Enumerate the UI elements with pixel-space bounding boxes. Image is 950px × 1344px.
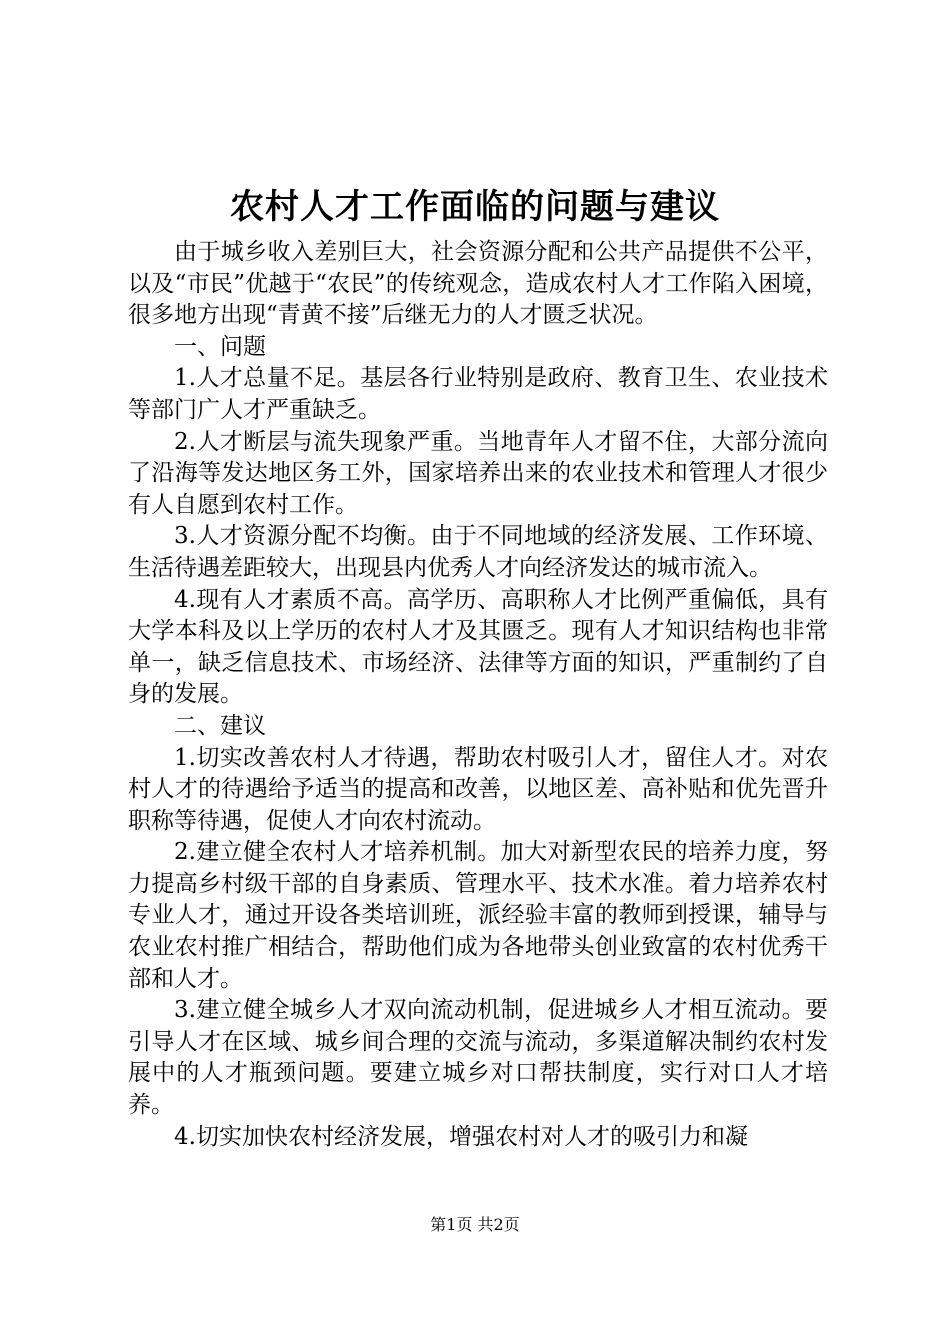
page-number: 第1页 共2页 bbox=[430, 1215, 520, 1234]
paragraph-suggestion-2: 2.建立健全农村人才培养机制。加大对新型农民的培养力度，努力提高乡村级干部的自身素质、管理水平、技术水准。着力培养农村专业人才，通过开设各类培训班，派经验丰富的教师到授课，辅导与农业农村推广相结合，帮助他们成为各地带头创业致富的农村优秀干部和人才。 bbox=[128, 839, 828, 992]
section-heading-suggestions: 二、建议 bbox=[174, 712, 266, 739]
document-body bbox=[128, 237, 828, 1153]
paragraph-suggestion-3: 3.建立健全城乡人才双向流动机制，促进城乡人才相互流动。要引导人才在区域、城乡间合理的交流与流动，多渠道解决制约农村发展中的人才瓶颈问题。要建立城乡对口帮扶制度，实行对口人才培养。 bbox=[128, 997, 828, 1119]
section-heading-problems: 一、问题 bbox=[174, 333, 266, 360]
paragraph-intro: 由于城乡收入差别巨大，社会资源分配和公共产品提供不公平，以及“市民”优越于“农民”的传统观念，造成农村人才工作陷入困境，很多地方出现“青黄不接”后继无力的人才匮乏状况。 bbox=[128, 239, 828, 329]
paragraph-problem-2: 2.人才断层与流失现象严重。当地青年人才留不住，大部分流向了沿海等发达地区务工外，国家培养出来的农业技术和管理人才很少有人自愿到农村工作。 bbox=[128, 428, 828, 518]
paragraph-problem-4: 4.现有人才素质不高。高学历、高职称人才比例严重偏低，具有大学本科及以上学历的农村人才及其匮乏。现有人才知识结构也非常单一，缺乏信息技术、市场经济、法律等方面的知识，严重制约了自身的发展。 bbox=[128, 586, 828, 708]
paragraph-problem-3: 3.人才资源分配不均衡。由于不同地域的经济发展、工作环境、生活待遇差距较大，出现县内优秀人才向经济发达的城市流入。 bbox=[128, 523, 828, 581]
paragraph-problem-1: 1.人才总量不足。基层各行业特别是政府、教育卫生、农业技术等部门广人才严重缺乏。 bbox=[128, 365, 828, 423]
paragraph-suggestion-4: 4.切实加快农村经济发展，增强农村对人才的吸引力和凝 bbox=[174, 1123, 748, 1150]
document-title: 农村人才工作面临的问题与建议 bbox=[230, 187, 720, 227]
paragraph-suggestion-1: 1.切实改善农村人才待遇，帮助农村吸引人才，留住人才。对农村人才的待遇给予适当的提高和改善，以地区差、高补贴和优先晋升职称等待遇，促使人才向农村流动。 bbox=[128, 744, 828, 834]
